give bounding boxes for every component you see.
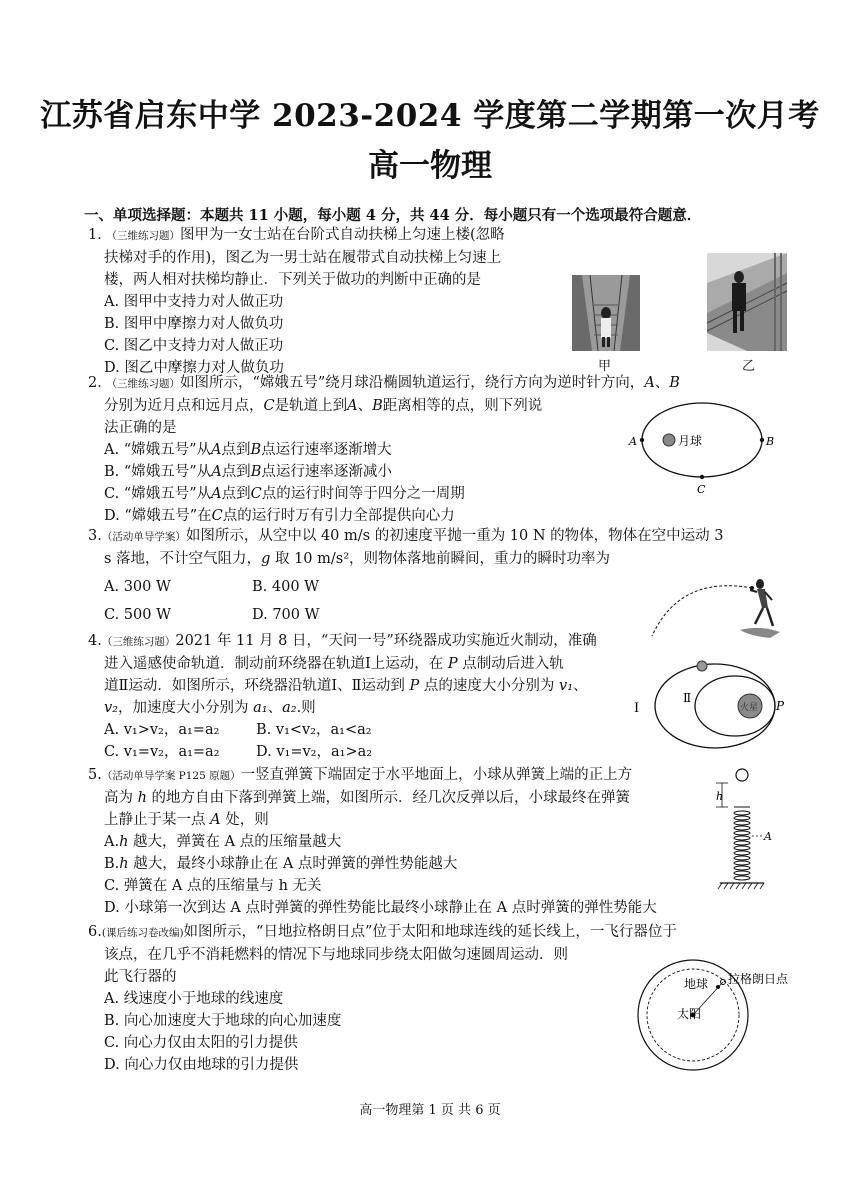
var-g: g — [261, 551, 271, 567]
question-text: 如图所示，从空中以 40 m/s 的初速度平抛一重为 10 N 的物体，物体在空中运动 3 — [185, 528, 724, 544]
lagrange-label: 拉格朗日点 — [728, 972, 789, 986]
options-row-2 — [88, 741, 597, 763]
question-6 — [88, 921, 677, 1076]
question-5 — [88, 764, 657, 919]
question-number: 1． — [88, 227, 112, 243]
var-b: B — [372, 398, 383, 414]
question-text: 高为 — [104, 790, 138, 806]
page-footer: 高一物理第 1 页 共 6 页 — [359, 1103, 501, 1118]
question-number: 5. — [88, 767, 102, 783]
option-a: A. v₁>v₂，a₁=a₂ — [104, 722, 220, 738]
option-d: D. v₁=v₂，a₁>a₂ — [256, 744, 373, 760]
var-v1: v₁ — [559, 678, 574, 694]
question-text: 分别为近月点和远月点， — [104, 398, 264, 414]
question-source: （活动单导学案） — [101, 531, 186, 543]
option-b: B. “嫦娥五号”从A点到B点运行速率逐渐减小 — [104, 464, 392, 480]
option-a: A. “嫦娥五号”从A点到B点运行速率逐渐增大 — [104, 442, 392, 458]
planet-label: 火星 — [740, 703, 759, 713]
question-text: 扶梯对手的作用)，图乙为一男士站在履带式自动扶梯上匀速上 — [104, 250, 502, 266]
question-text: 该点，在几乎不消耗燃料的情况下与地球同步绕太阳做匀速圆周运动．则 — [104, 947, 568, 963]
var-a: A — [347, 398, 358, 414]
question-text: 如图所示，“嫦娥五号”绕月球沿椭圆轨道运行，绕行方向为逆时针方向， — [179, 375, 645, 391]
earth-label: 地球 — [684, 977, 709, 991]
projectile-diagram — [640, 570, 785, 645]
question-source: （三维练习题） — [111, 230, 180, 242]
escalator-photo-yi — [707, 253, 787, 351]
var-p: P — [447, 656, 458, 672]
separator: 、 — [573, 678, 588, 694]
exam-subtitle: 高一物理 — [368, 148, 492, 184]
question-text: .则 — [296, 700, 316, 716]
option-b: B. 图甲中摩擦力对人做负功 — [104, 316, 284, 332]
option-b: B. 400 W — [252, 579, 320, 595]
option-c: C. 500 W — [104, 607, 171, 623]
option-d: D. 小球第一次到达 A 点时弹簧的弹性势能比最终小球静止在 A 点时弹簧的弹性势能大 — [104, 900, 657, 916]
separator: 、 — [357, 398, 373, 414]
question-text: 此飞行器的 — [104, 969, 177, 985]
option-c: C. v₁=v₂，a₁=a₂ — [104, 744, 220, 760]
point-a-label: A — [629, 435, 637, 448]
figure-label-jia: 甲 — [598, 359, 612, 374]
question-source: (课后练习卷改编) — [101, 927, 184, 939]
option-c: C. 图乙中支持力对人做正功 — [104, 338, 284, 354]
moon-label: 月球 — [678, 434, 703, 448]
point-b-label: B — [766, 435, 775, 448]
sun-label: 太阳 — [677, 1007, 702, 1021]
question-number: 4. — [88, 633, 102, 649]
question-text: 是轨道上到 — [274, 398, 348, 414]
separator: 、 — [267, 700, 283, 716]
orbit-ii-label: Ⅱ — [683, 691, 692, 705]
option-d: D. 图乙中摩擦力对人做负功 — [104, 360, 284, 376]
mars-orbit-diagram — [632, 650, 785, 762]
question-text: 如图所示，“日地拉格朗日点”位于太阳和地球连线的延长线上，一飞行器位于 — [183, 924, 677, 940]
var-b: B — [669, 375, 680, 391]
question-text: 点的速度大小分别为 — [419, 678, 560, 694]
var-a: A — [210, 812, 221, 828]
question-4 — [88, 630, 597, 763]
question-text: 进入遥感使命轨道．制动前环绕器在轨道Ⅰ上运动，在 — [104, 656, 448, 672]
point-c-label: C — [697, 483, 706, 496]
height-label: h — [716, 790, 724, 803]
figure-label-yi: 乙 — [742, 359, 756, 374]
question-text: 2021 年 11 月 8 日，“天问一号”环绕器成功实施近火制动，准确 — [175, 633, 597, 649]
option-c: C. 弹簧在 A 点的压缩量与 h 无关 — [104, 878, 322, 894]
option-a: A. 图甲中支持力对人做正功 — [104, 294, 284, 310]
question-text: 上静止于某一点 — [104, 812, 211, 828]
question-text: 图甲为一女士站在台阶式自动扶梯上匀速上楼(忽略 — [179, 227, 505, 243]
orbit-diagram — [625, 400, 775, 500]
question-text: 法正确的是 — [104, 420, 177, 436]
question-text: ，加速度大小分别为 — [118, 700, 254, 716]
option-c: C. “嫦娥五号”从A点到C点的运行时间等于四分之一周期 — [104, 486, 465, 502]
question-text: 取 10 m/s²，则物体落地前瞬间，重力的瞬时功率为 — [270, 551, 611, 567]
question-text: s 落地，不计空气阻力， — [104, 551, 262, 567]
question-source: （三维练习题） — [111, 378, 180, 390]
question-number: 3. — [88, 528, 102, 544]
options-row-2 — [88, 604, 724, 626]
question-text: 点制动后进入轨 — [457, 656, 564, 672]
var-h: h — [137, 790, 147, 806]
option-d: D. 向心力仅由地球的引力提供 — [104, 1057, 299, 1073]
point-a-label: A — [764, 830, 772, 843]
option-c: C. 向心力仅由太阳的引力提供 — [104, 1035, 298, 1051]
option-d: D. “嫦娥五号”在C点的运行时万有引力全部提供向心力 — [104, 508, 455, 524]
option-b: B.h 越大，最终小球静止在 A 点时弹簧的弹性势能越大 — [104, 856, 458, 872]
question-text: 一竖直弹簧下端固定于水平地面上，小球从弹簧上端的正上方 — [240, 767, 633, 783]
section-heading: 一、单项选择题：本题共 11 小题，每小题 4 分，共 44 分．每小题只有一个选项最符合题意． — [84, 207, 702, 224]
question-text: 的地方自由下落到弹簧上端，如图所示．经几次反弹以后，小球最终在弹簧 — [146, 790, 631, 806]
options-row-1 — [88, 719, 597, 741]
options-row-1 — [88, 576, 724, 598]
question-1 — [88, 224, 505, 379]
var-v2: v₂ — [104, 700, 119, 716]
question-source: （三维练习题） — [101, 636, 176, 648]
question-3 — [88, 525, 724, 626]
var-a2: a₂ — [282, 700, 297, 716]
question-text: 距离相等的点，则下列说 — [382, 398, 543, 414]
question-number: 6. — [88, 924, 102, 940]
question-text: 道Ⅱ运动．如图所示，环绕器沿轨道Ⅰ、Ⅱ运动到 — [104, 678, 410, 694]
var-a1: a₁ — [253, 700, 268, 716]
lagrange-diagram — [630, 955, 802, 1070]
exam-title: 江苏省启东中学 2023-2024 学度第二学期第一次月考 — [40, 98, 820, 134]
option-b: B. 向心加速度大于地球的向心加速度 — [104, 1013, 342, 1029]
option-a: A. 线速度小于地球的线速度 — [104, 991, 284, 1007]
var-a: A — [644, 375, 655, 391]
option-d: D. 700 W — [252, 607, 320, 623]
spring-diagram — [706, 765, 776, 895]
var-c: C — [263, 398, 275, 414]
question-2 — [88, 372, 680, 527]
question-number: 2． — [88, 375, 112, 391]
option-a: A. 300 W — [104, 579, 171, 595]
question-text: 楼，两人相对扶梯均静止．下列关于做功的判断中正确的是 — [104, 272, 481, 288]
question-source: （活动单导学案 P125 原题） — [101, 770, 241, 782]
option-a: A.h 越大，弹簧在 A 点的压缩量越大 — [104, 834, 342, 850]
var-p: P — [409, 678, 420, 694]
orbit-i-label: Ⅰ — [634, 701, 640, 716]
option-b: B. v₁<v₂，a₁<a₂ — [256, 722, 372, 738]
question-text: 处，则 — [220, 812, 269, 828]
point-p-label: P — [776, 699, 785, 713]
separator: 、 — [654, 375, 670, 391]
escalator-photo-jia — [572, 275, 640, 351]
